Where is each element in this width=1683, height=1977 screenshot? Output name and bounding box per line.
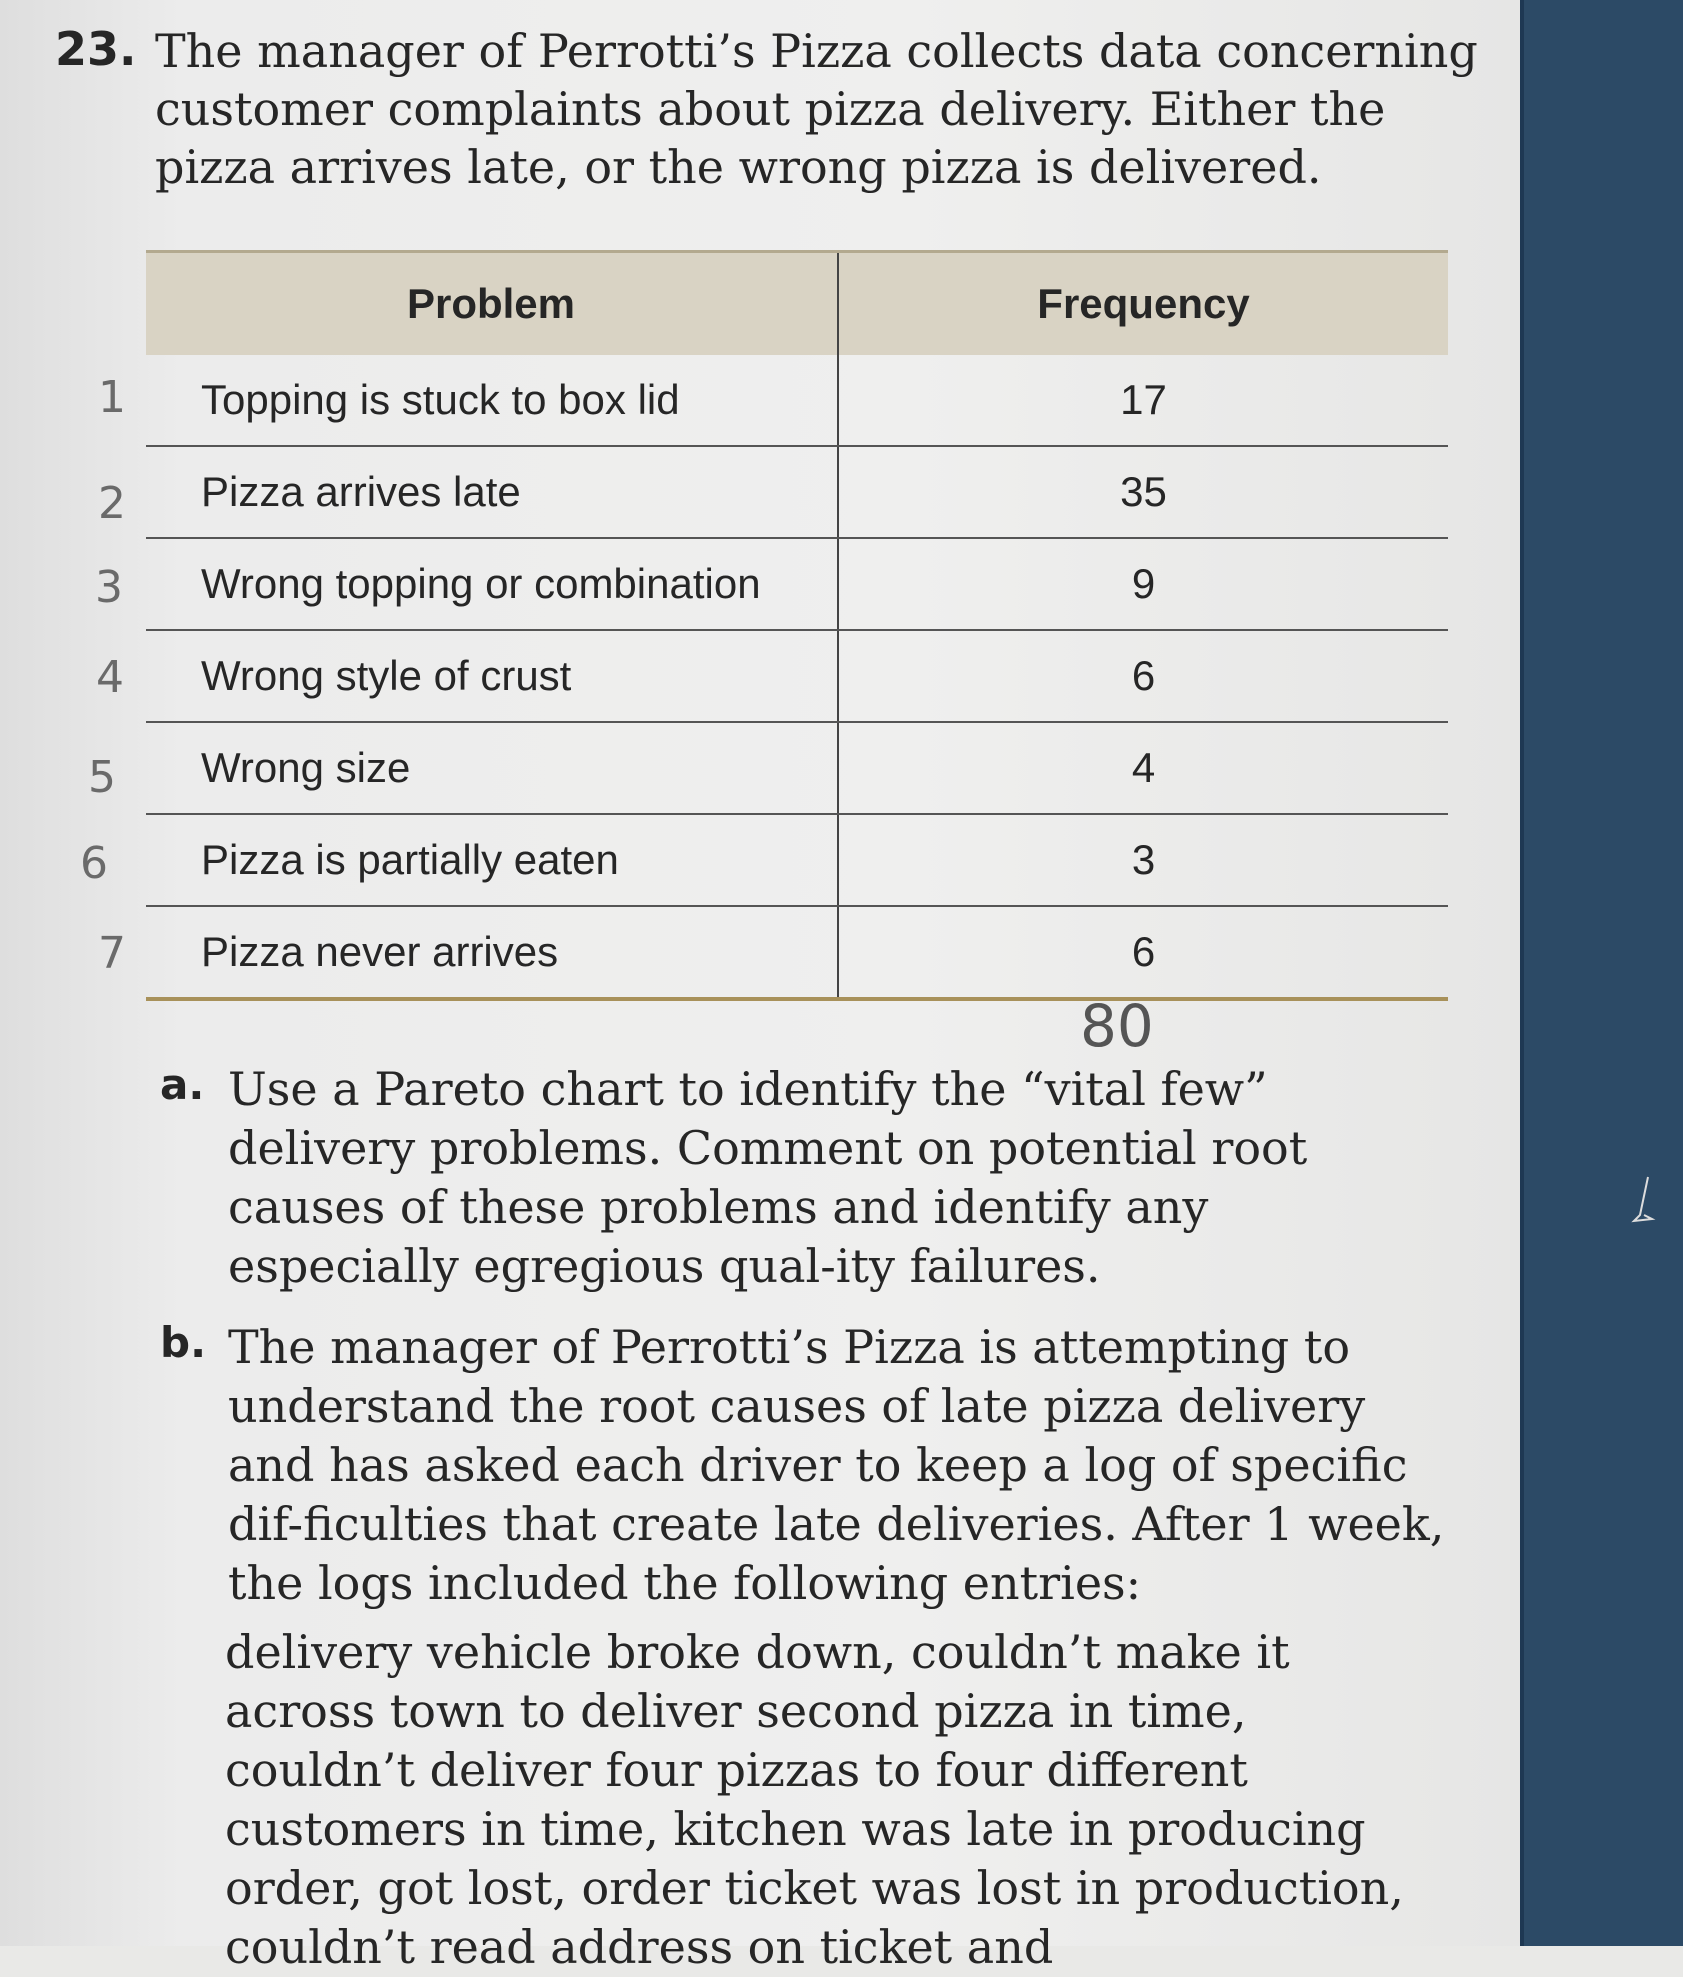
table-row (146, 446, 1448, 538)
cell-frequency: 6 (838, 906, 1448, 999)
table-header-row (146, 252, 1448, 356)
driver-log-entries: delivery vehicle broke down, couldn’t make it across town to deliver second pizza in time, couldn’t deliver four pizzas to four different customers in time, kitchen was late in producing order, got lost, order ticket was lost in production, couldn’t read address on ticket and (225, 1625, 1404, 1974)
cell-problem: Pizza never arrives (146, 906, 838, 999)
cell-frequency: 9 (838, 538, 1448, 630)
cell-problem: Pizza is partially eaten (146, 814, 838, 906)
cell-problem: Wrong topping or combination (146, 538, 838, 630)
table-row (146, 814, 1448, 906)
table-row (146, 538, 1448, 630)
handwritten-row-mark: 3 (95, 562, 123, 613)
part-a-label: a. (160, 1060, 205, 1109)
cell-problem: Wrong style of crust (146, 630, 838, 722)
cell-frequency: 35 (838, 446, 1448, 538)
problem-number: 23. (55, 22, 137, 76)
cell-problem: Topping is stuck to box lid (146, 355, 838, 446)
handwritten-row-mark: 4 (96, 652, 124, 703)
cell-frequency: 3 (838, 814, 1448, 906)
table-row (146, 630, 1448, 722)
complaints-table (146, 250, 1448, 1001)
cell-problem: Pizza arrives late (146, 446, 838, 538)
handwritten-row-mark: 5 (88, 752, 116, 803)
pencil-mark-icon (1630, 1175, 1656, 1235)
handwritten-row-mark: 2 (98, 478, 126, 529)
header-frequency: Frequency (838, 252, 1448, 356)
handwritten-row-mark: 7 (98, 928, 126, 979)
handwritten-row-mark: 6 (80, 838, 108, 889)
problem-stem: The manager of Perrotti’s Pizza collects data concerning customer complaints about pizza delivery. Either the pizza arrives late, or the wrong pizza is delivered. (155, 24, 1478, 194)
cell-problem: Wrong size (146, 722, 838, 814)
cell-frequency: 6 (838, 630, 1448, 722)
book-spine (1520, 0, 1683, 1946)
handwritten-total: 80 (1080, 992, 1154, 1060)
handwritten-row-mark: 1 (98, 372, 126, 423)
cell-frequency: 4 (838, 722, 1448, 814)
part-a-text: Use a Pareto chart to identify the “vital few” delivery problems. Comment on potential root causes of these problems and identify any especially egregious qual-ity failures. (228, 1062, 1308, 1293)
cell-frequency: 17 (838, 355, 1448, 446)
table-row (146, 355, 1448, 446)
table-row (146, 722, 1448, 814)
table-row (146, 906, 1448, 999)
part-b-text: The manager of Perrotti’s Pizza is attempting to understand the root causes of late pizza delivery and has asked each driver to keep a log of specific dif-ficulties that create late deliveries. After 1 week, the logs included the following entries: (228, 1320, 1445, 1610)
header-problem: Problem (146, 252, 838, 356)
part-b-label: b. (160, 1318, 207, 1367)
